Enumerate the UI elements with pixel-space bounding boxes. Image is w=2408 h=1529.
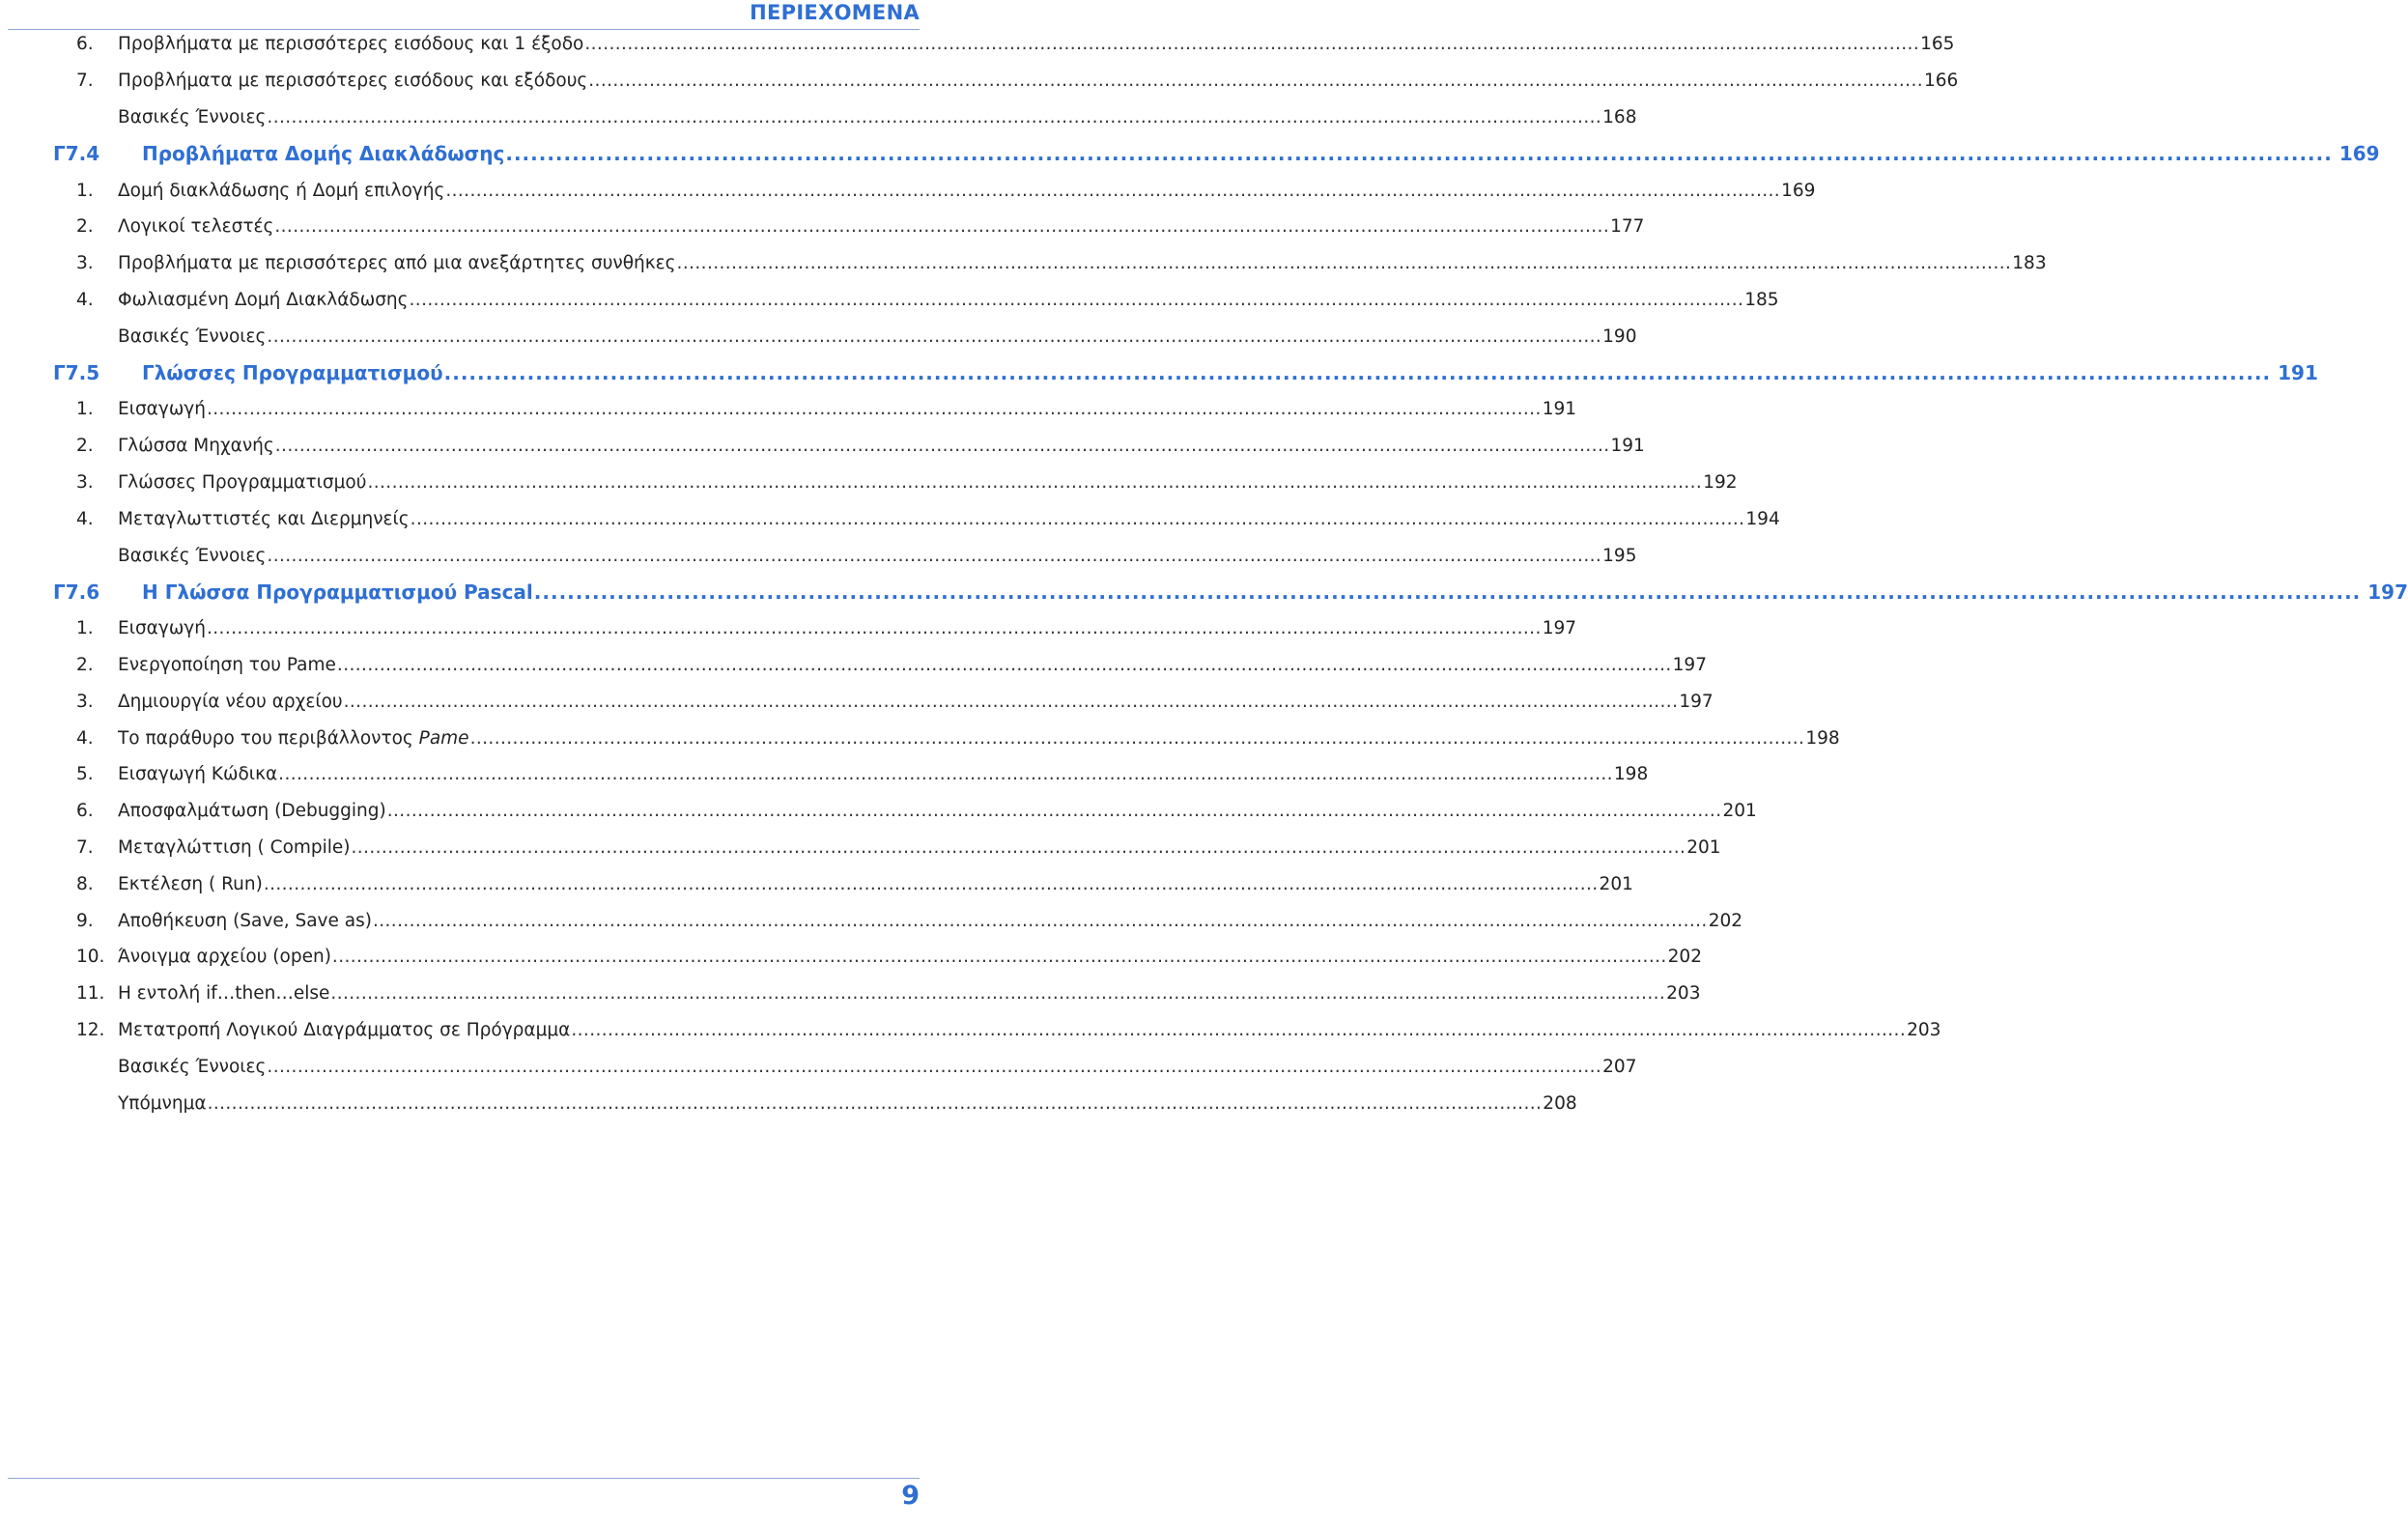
dot-leader: ............................................................................................................................................................................................................................	[443, 361, 2272, 385]
toc-entry-number: 12.	[76, 1019, 105, 1040]
toc-entry-title	[118, 947, 331, 967]
toc-entry[interactable]	[0, 26, 1955, 63]
toc-entry-page: 194	[1745, 508, 1780, 529]
toc-entry-title-text: Μετατροπή Λογικού Διαγράμματος σε Πρόγραμμα	[118, 1019, 571, 1040]
toc-entry-title-text: Γλώσσες Προγραμματισμού	[118, 471, 367, 493]
toc-entry-page: 197	[1679, 691, 1714, 712]
toc-entry-title	[118, 801, 386, 821]
dot-leader: ............................................................................................................................................................................................................................	[367, 471, 1703, 493]
toc-entry-title-text: Βασικές Έννοιες	[118, 1056, 267, 1077]
toc-entry-number: 1.	[76, 399, 94, 420]
toc-entry[interactable]	[0, 318, 1637, 354]
dot-leader: ............................................................................................................................................................................................................................	[533, 580, 2362, 604]
toc-entry[interactable]	[0, 865, 1633, 902]
toc-entry-title	[142, 580, 533, 604]
toc-entry-title	[118, 290, 409, 310]
toc-entry-number: 3.	[76, 253, 94, 274]
toc-entry-title-text: Βασικές Έννοιες	[118, 106, 267, 127]
toc-entry-title-text: Η Γλώσσα Προγραμματισμού Pascal	[142, 580, 533, 604]
dot-leader: ............................................................................................................................................................................................................................	[278, 764, 1613, 785]
toc-entry-page: 166	[1924, 71, 1959, 92]
toc-entry-number: 8.	[76, 873, 94, 894]
toc-entry[interactable]	[0, 793, 1757, 830]
dot-leader: ............................................................................................................................................................................................................................	[343, 691, 1679, 712]
toc-entry-title	[118, 837, 351, 858]
toc-entry[interactable]	[0, 939, 1702, 976]
toc-entry-title-text: Γλώσσες Προγραμματισμού	[142, 361, 443, 385]
toc-entry[interactable]	[0, 902, 1743, 939]
dot-leader: ............................................................................................................................................................................................................................	[588, 71, 1924, 92]
toc-entry-number: 11.	[76, 983, 105, 1005]
toc-entry[interactable]	[0, 976, 1701, 1012]
toc-entry-number: 10.	[76, 947, 105, 968]
toc-entry-page: 198	[1805, 727, 1840, 749]
toc-entry-title	[118, 874, 263, 894]
toc-entry-title	[118, 546, 266, 566]
toc-entry-page: 169	[2338, 142, 2380, 166]
page-header-title: ΠΕΡΙΕΧΟΜΕΝΑ	[750, 1, 920, 24]
toc-entry[interactable]	[0, 720, 1840, 756]
toc-entry-page: 191	[1610, 436, 1645, 457]
toc-entry-number: 3.	[76, 471, 94, 493]
toc-entry-title	[118, 1020, 570, 1040]
toc-entry-title	[118, 509, 410, 529]
toc-entry-title	[118, 326, 266, 347]
toc-entry[interactable]	[0, 537, 1637, 574]
dot-leader: ............................................................................................................................................................................................................................	[676, 253, 2012, 274]
toc-entry-title	[118, 983, 329, 1004]
dot-leader: ............................................................................................................................................................................................................................	[351, 836, 1686, 858]
toc-entry-title	[118, 71, 587, 91]
toc-entry-page: 192	[1703, 471, 1738, 493]
toc-entry[interactable]	[0, 428, 1645, 465]
toc-entry-number: 2.	[76, 216, 94, 238]
dot-leader: ............................................................................................................................................................................................................................	[372, 910, 1708, 931]
toc-entry-page: 183	[2012, 253, 2047, 274]
dot-leader: ............................................................................................................................................................................................................................	[267, 1056, 1602, 1077]
toc-entry-title	[118, 1093, 207, 1114]
dot-leader: ............................................................................................................................................................................................................................	[505, 142, 2333, 166]
toc-entry-page: 177	[1610, 216, 1645, 238]
toc-entry[interactable]	[0, 465, 1738, 501]
toc-entry-title	[118, 728, 469, 749]
toc-entry[interactable]	[0, 391, 1577, 428]
toc-entry-page: 208	[1543, 1092, 1577, 1114]
toc-entry[interactable]	[0, 282, 1779, 319]
toc-entry-title	[118, 107, 266, 127]
toc-entry-page: 201	[1686, 836, 1721, 858]
dot-leader: ............................................................................................................................................................................................................................	[263, 873, 1599, 894]
dot-leader: ............................................................................................................................................................................................................................	[331, 947, 1667, 968]
toc-entry-title	[118, 764, 277, 784]
toc-entry-title-text: Προβλήματα με περισσότερες εισόδους και εξόδους	[118, 71, 588, 92]
toc-entry-page: 195	[1602, 545, 1637, 566]
toc-entry-title	[118, 618, 206, 638]
toc-entry-title-text: Εισαγωγή	[118, 399, 206, 420]
toc-entry-title	[118, 34, 583, 54]
toc-entry[interactable]	[0, 99, 1637, 136]
toc-entry-page: 203	[1907, 1019, 1941, 1040]
dot-leader: ............................................................................................................................................................................................................................	[206, 618, 1542, 639]
toc-entry-number: 7.	[76, 71, 94, 92]
toc-entry-title	[142, 142, 504, 165]
toc-entry[interactable]	[0, 756, 1649, 793]
toc-entry-title-text: Αποσφαλμάτωση (Debugging)	[118, 801, 386, 822]
toc-entry-page: 197	[1672, 654, 1707, 675]
toc-entry-page: 169	[1781, 180, 1816, 201]
toc-entry-number: 3.	[76, 691, 94, 712]
toc-entry-page: 203	[1666, 983, 1701, 1005]
dot-leader: ............................................................................................................................................................................................................................	[274, 436, 1610, 457]
toc-entry-title-text: Αποθήκευση (Save, Save as)	[118, 910, 372, 931]
toc-entry-title	[118, 436, 274, 456]
toc-entry[interactable]	[0, 500, 1780, 537]
toc-entry-title	[118, 253, 676, 273]
toc-entry[interactable]	[0, 830, 1721, 866]
toc-entry-title-text: Δημιουργία νέου αρχείου	[118, 691, 343, 712]
page-number: 9	[901, 1481, 920, 1511]
toc-entry-page: 165	[1920, 34, 1955, 55]
dot-leader: ............................................................................................................................................................................................................................	[207, 1092, 1543, 1114]
toc-entry-page: 197	[2367, 580, 2408, 604]
toc-entry-title-text: Η εντολή if…then…else	[118, 983, 330, 1005]
toc-chapter-entry[interactable]	[0, 354, 2318, 391]
toc-entry-title	[118, 399, 206, 419]
toc-entry-page: 201	[1722, 801, 1757, 822]
toc-entry-page: 191	[1542, 399, 1577, 420]
dot-leader: ............................................................................................................................................................................................................................	[267, 326, 1602, 347]
toc-entry-page: 168	[1602, 106, 1637, 127]
toc-entry[interactable]	[0, 1085, 1577, 1121]
toc-entry-number: 6.	[76, 34, 94, 55]
toc-entry-title	[118, 216, 273, 237]
toc-entry-number: 4.	[76, 289, 94, 310]
toc-entry-number: 9.	[76, 910, 94, 931]
toc-entry-title-text: Γλώσσα Μηχανής	[118, 436, 274, 457]
toc-entry[interactable]	[0, 1012, 1941, 1049]
toc-entry-title-text: Μεταγλωττιστές και Διερμηνείς	[118, 508, 410, 529]
toc-entry-title-text: Λογικοί τελεστές	[118, 216, 274, 238]
toc-entry-title-text: Άνοιγμα αρχείου (open)	[118, 947, 331, 968]
dot-leader: ............................................................................................................................................................................................................................	[584, 34, 1920, 55]
toc-entry-page: 198	[1613, 764, 1649, 785]
toc-entry-page: 185	[1744, 289, 1779, 310]
toc-entry-title	[142, 361, 443, 384]
toc-entry-title	[118, 181, 444, 201]
toc-entry-title-text: Βασικές Έννοιες	[118, 326, 267, 347]
toc-entry-number: Γ7.6	[53, 580, 100, 604]
dot-leader: ............................................................................................................................................................................................................................	[330, 983, 1666, 1005]
dot-leader: ............................................................................................................................................................................................................................	[409, 289, 1744, 310]
dot-leader: ............................................................................................................................................................................................................................	[336, 654, 1672, 675]
dot-leader: ............................................................................................................................................................................................................................	[206, 399, 1542, 420]
toc-entry-number: Γ7.5	[53, 361, 100, 385]
toc-entry-number: 1.	[76, 618, 94, 639]
toc-entry-title-text: Υπόμνημα	[118, 1092, 207, 1114]
toc-entry[interactable]	[0, 683, 1714, 720]
table-of-contents	[0, 26, 2408, 1121]
toc-entry-page: 190	[1602, 326, 1637, 347]
toc-entry-page: 202	[1667, 947, 1702, 968]
dot-leader: ............................................................................................................................................................................................................................	[445, 180, 1781, 201]
toc-entry-title	[118, 911, 372, 931]
toc-entry-page: 191	[2278, 361, 2318, 385]
toc-entry-title	[118, 655, 336, 675]
toc-entry[interactable]	[0, 647, 1707, 684]
dot-leader: ............................................................................................................................................................................................................................	[410, 508, 1745, 529]
toc-entry-title-text: Εισαγωγή	[118, 618, 206, 639]
toc-entry-page: 197	[1542, 618, 1577, 639]
toc-chapter-entry[interactable]	[0, 574, 2408, 610]
dot-leader: ............................................................................................................................................................................................................................	[386, 801, 1722, 822]
toc-entry-number: Γ7.4	[53, 142, 100, 166]
toc-entry[interactable]	[0, 63, 1959, 99]
toc-entry-title-text: Το παράθυρο του περιβάλλοντος	[118, 727, 419, 749]
toc-entry-number: 2.	[76, 654, 94, 675]
toc-entry[interactable]	[0, 1048, 1637, 1085]
toc-entry[interactable]	[0, 209, 1645, 245]
toc-entry-title-text: Μεταγλώττιση ( Compile)	[118, 836, 351, 858]
toc-entry-number: 2.	[76, 436, 94, 457]
toc-entry-title-text: Εισαγωγή Κώδικα	[118, 764, 278, 785]
footer-divider	[8, 1478, 920, 1479]
toc-entry-page: 201	[1599, 873, 1633, 894]
toc-entry-title-text: Προβλήματα με περισσότερες εισόδους και 1 έξοδο	[118, 34, 584, 55]
toc-entry-number: 4.	[76, 508, 94, 529]
toc-entry-title-italic: Pame	[418, 727, 469, 749]
toc-entry-page: 207	[1602, 1056, 1637, 1077]
toc-entry-title	[118, 472, 366, 493]
toc-entry-title-text: Προβλήματα Δομής Διακλάδωσης	[142, 142, 505, 166]
toc-entry-title	[118, 692, 343, 712]
toc-entry-title-text: Προβλήματα με περισσότερες από μια ανεξάρτητες συνθήκες	[118, 253, 676, 274]
dot-leader: ............................................................................................................................................................................................................................	[267, 106, 1602, 127]
toc-entry-number: 4.	[76, 727, 94, 749]
toc-entry-number: 7.	[76, 836, 94, 858]
toc-entry-title-text: Δομή διακλάδωσης ή Δομή επιλογής	[118, 180, 445, 201]
toc-entry-number: 6.	[76, 801, 94, 822]
toc-entry[interactable]	[0, 172, 1816, 209]
toc-entry-title-text: Ενεργοποίηση του Pame	[118, 654, 336, 675]
dot-leader: ............................................................................................................................................................................................................................	[571, 1019, 1907, 1040]
toc-entry-number: 5.	[76, 764, 94, 785]
toc-entry-title-text: Βασικές Έννοιες	[118, 545, 267, 566]
toc-entry-title	[118, 1057, 266, 1077]
toc-entry[interactable]	[0, 610, 1577, 647]
dot-leader: ............................................................................................................................................................................................................................	[469, 727, 1805, 749]
dot-leader: ............................................................................................................................................................................................................................	[267, 545, 1602, 566]
toc-entry-page: 202	[1708, 910, 1743, 931]
toc-entry-title-text: Φωλιασμένη Δομή Διακλάδωσης	[118, 289, 409, 310]
toc-entry-number: 1.	[76, 180, 94, 201]
toc-chapter-entry[interactable]	[0, 135, 2380, 172]
toc-entry-title-text: Εκτέλεση ( Run)	[118, 873, 263, 894]
dot-leader: ............................................................................................................................................................................................................................	[274, 216, 1610, 238]
toc-entry[interactable]	[0, 245, 2047, 282]
